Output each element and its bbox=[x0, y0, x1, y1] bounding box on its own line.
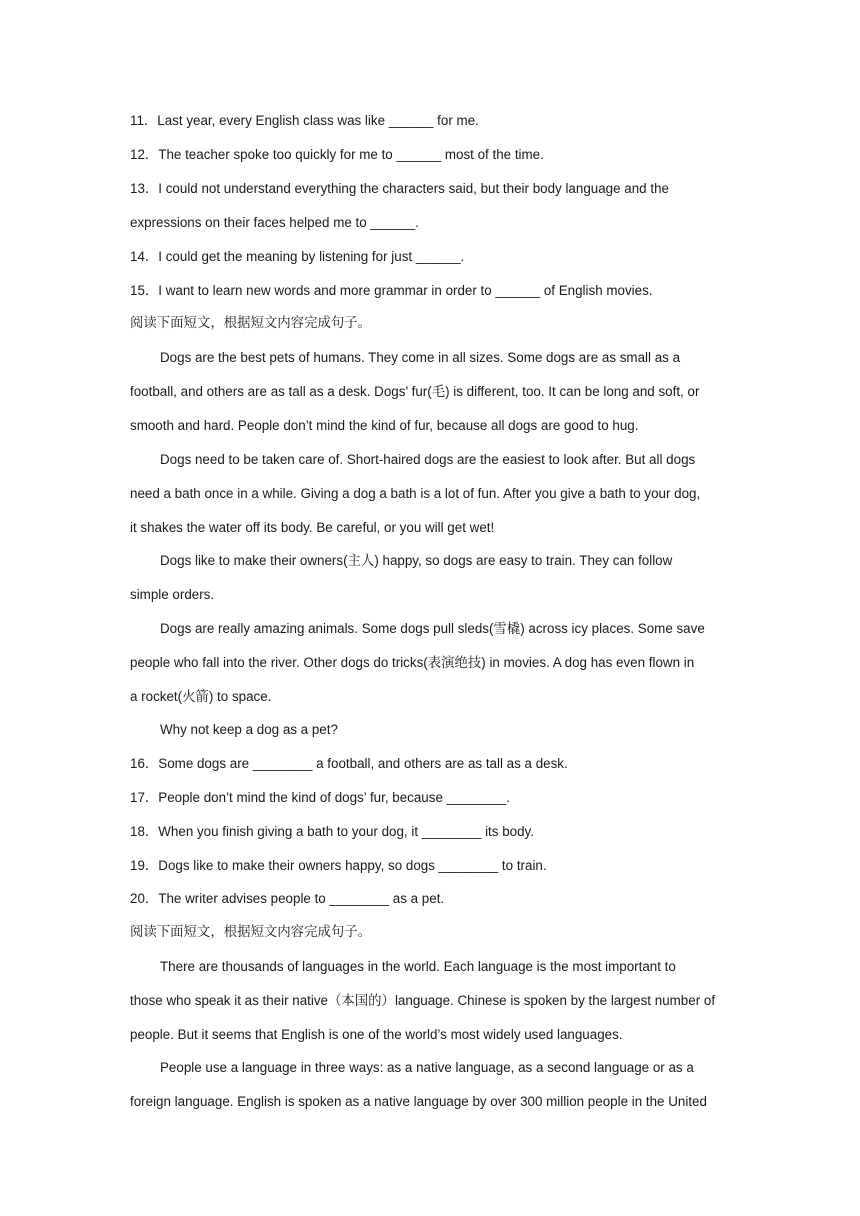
passage-line: Dogs are the best pets of humans. They come in all sizes. Some dogs are as small as a bbox=[160, 350, 681, 365]
passage-line: people. But it seems that English is one of the world’s most widely used languages. bbox=[130, 1027, 623, 1042]
question-19: 19．Dogs like to make their owners happy, so dogs ________ to train. bbox=[130, 858, 547, 873]
question-15: 15．I want to learn new words and more grammar in order to ______ of English movies. bbox=[130, 283, 653, 298]
passage-line: There are thousands of languages in the world. Each language is the most important to bbox=[160, 959, 676, 974]
passage-line: Dogs like to make their owners(主人) happy, so dogs are easy to train. They can follow bbox=[160, 553, 673, 568]
question-14: 14．I could get the meaning by listening for just ______. bbox=[130, 249, 465, 264]
passage-line: football, and others are as tall as a desk. Dogs’ fur(毛) is different, too. It can be long and soft, or bbox=[130, 384, 700, 399]
question-18: 18．When you finish giving a bath to your dog, it ________ its body. bbox=[130, 824, 534, 839]
section-instruction: 阅读下面短文，根据短文内容完成句子。 bbox=[130, 925, 372, 940]
question-12: 12．The teacher spoke too quickly for me to ______ most of the time. bbox=[130, 147, 544, 162]
passage-line: Dogs are really amazing animals. Some dogs pull sleds(雪橇) across icy places. Some save bbox=[160, 621, 705, 636]
passage-line: simple orders. bbox=[130, 587, 215, 602]
passage-line: Dogs need to be taken care of. Short-haired dogs are the easiest to look after. But all dogs bbox=[160, 452, 696, 467]
question-17: 17．People don’t mind the kind of dogs’ fur, because ________. bbox=[130, 790, 510, 805]
question-13: 13．I could not understand everything the characters said, but their body language and the bbox=[130, 181, 669, 196]
question-16: 16．Some dogs are ________ a football, and others are as tall as a desk. bbox=[130, 756, 568, 771]
passage-line: need a bath once in a while. Giving a dog a bath is a lot of fun. After you give a bath to your dog, bbox=[130, 486, 701, 501]
question-20: 20．The writer advises people to ________ as a pet. bbox=[130, 891, 445, 906]
question-11: 11．Last year, every English class was like ______ for me. bbox=[130, 113, 479, 128]
passage-line: it shakes the water off its body. Be careful, or you will get wet! bbox=[130, 520, 495, 535]
passage-line: People use a language in three ways: as a native language, as a second language or as a bbox=[160, 1060, 694, 1075]
section-instruction: 阅读下面短文，根据短文内容完成句子。 bbox=[130, 316, 372, 331]
passage-line: those who speak it as their native（本国的）language. Chinese is spoken by the largest number of bbox=[130, 993, 716, 1008]
passage-line: a rocket(火箭) to space. bbox=[130, 689, 272, 704]
question-13-continued: expressions on their faces helped me to ______. bbox=[130, 215, 419, 230]
passage-line: smooth and hard. People don’t mind the kind of fur, because all dogs are good to hug. bbox=[130, 418, 639, 433]
passage-line: people who fall into the river. Other dogs do tricks(表演绝技) in movies. A dog has even flown in bbox=[130, 655, 695, 670]
passage-line: foreign language. English is spoken as a native language by over 300 million people in the United bbox=[130, 1094, 707, 1109]
passage-line: Why not keep a dog as a pet? bbox=[160, 722, 338, 737]
